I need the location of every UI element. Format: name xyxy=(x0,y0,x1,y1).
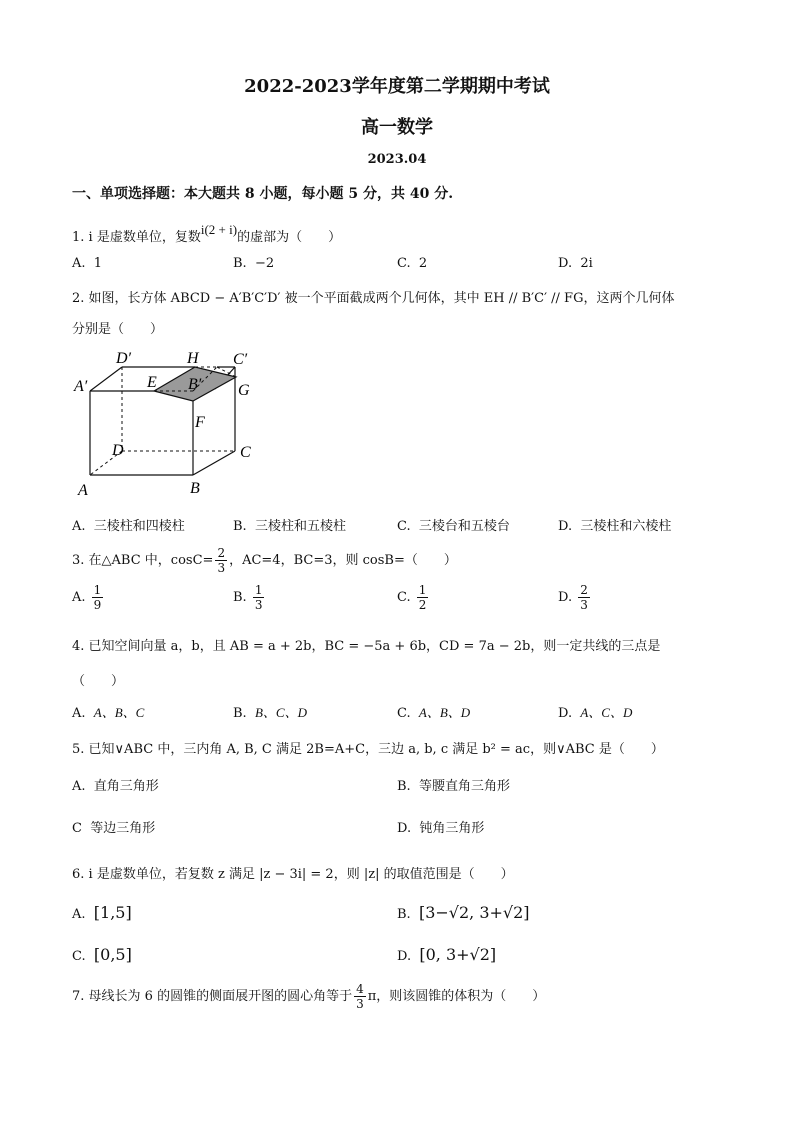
option-b: B. 三棱柱和五棱柱 xyxy=(233,519,346,534)
option-a: A. 三棱柱和四棱柱 xyxy=(72,519,185,534)
label-f: F xyxy=(195,414,205,431)
option-a: A. 直角三角形 xyxy=(72,779,159,794)
option-b: B. $\frac{1}{3}$ xyxy=(233,583,263,612)
option-c: C 等边三角形 xyxy=(72,821,156,836)
option-d: D. A、C、D xyxy=(558,705,633,721)
exam-date: 2023.04 xyxy=(367,152,427,167)
option-b: B. [3−√2, 3+√2] xyxy=(397,903,530,922)
label-g: G xyxy=(238,382,250,399)
question-4-line2: （ ） xyxy=(72,674,125,689)
section-heading: 一、单项选择题：本大题共 8 小题，每小题 5 分，共 40 分. xyxy=(72,186,454,202)
option-c: C. 三棱台和五棱台 xyxy=(397,519,510,534)
label-c: C xyxy=(240,444,251,461)
option-a: A. $\frac{1}{9}$ xyxy=(72,583,102,612)
option-b: B. −2 xyxy=(233,256,275,271)
option-a: A. [1,5] xyxy=(72,903,132,922)
question-number: 1. xyxy=(72,230,85,245)
exam-title: 2022-2023学年度第二学期期中考试 xyxy=(244,76,550,97)
option-d: D. $\frac{2}{3}$ xyxy=(558,583,588,612)
question-4: 4. 已知空间向量 a，b，且 AB = a + 2b，BC = −5a + 6b，CD = 7a − 2b，则一定共线的三点是 xyxy=(72,639,661,654)
option-b: B. 等腰直角三角形 xyxy=(397,779,510,794)
label-b: B xyxy=(190,480,200,497)
option-d: D. 钝角三角形 xyxy=(397,821,485,836)
option-b: B. B、C、D xyxy=(233,705,307,721)
question-3: 3. 在△ABC 中，cosC= $\frac{2}{3}$ ，AC=4，BC=3，则 cosB=（ ） xyxy=(72,546,457,575)
complex-expression: i(2 + i) xyxy=(200,222,238,237)
option-c: C. A、B、D xyxy=(397,705,471,721)
label-e: E xyxy=(147,374,157,391)
label-h: H xyxy=(187,350,199,367)
label-c-prime: C′ xyxy=(233,351,248,368)
cuboid-figure xyxy=(70,345,270,505)
label-d: D xyxy=(112,442,124,459)
question-stem: 如图，长方体 ABCD − A′B′C′D′ 被一个平面截成两个几何体，其中 EH // B′C′ // FG，这两个几何体 xyxy=(88,291,675,306)
question-2: 2. 如图，长方体 ABCD − A′B′C′D′ 被一个平面截成两个几何体，其中 EH // B′C′ // FG，这两个几何体 xyxy=(72,291,675,306)
option-d: D. [0, 3+√2] xyxy=(397,945,497,964)
question-1 xyxy=(72,222,342,245)
question-6: 6. i 是虚数单位，若复数 z 满足 |z − 3i| = 2，则 |z| 的取值范围是（ ） xyxy=(72,867,514,882)
label-d-prime: D′ xyxy=(116,350,132,367)
option-a: A. A、B、C xyxy=(72,705,145,721)
option-d: D. 三棱柱和六棱柱 xyxy=(558,519,672,534)
exam-subject: 高一数学 xyxy=(361,117,433,138)
question-5: 5. 已知∨ABC 中，三内角 A, B, C 满足 2B=A+C，三边 a, b, c 满足 b² = ac，则∨ABC 是（ ） xyxy=(72,742,664,757)
option-c: C. [0,5] xyxy=(72,945,132,964)
option-c: C. $\frac{1}{2}$ xyxy=(397,583,427,612)
label-b-prime: B′ xyxy=(188,376,202,393)
question-2-line2: 分别是（ ） xyxy=(72,322,164,337)
option-a: A. 1 xyxy=(72,256,103,271)
question-7: 7. 母线长为 6 的圆锥的侧面展开图的圆心角等于 $\frac{4}{3}$ π，则该圆锥的体积为（ ） xyxy=(72,982,546,1011)
question-stem: 的虚部为（ ） xyxy=(237,230,342,245)
label-a: A xyxy=(78,482,88,499)
option-d: D. 2i xyxy=(558,256,593,271)
label-a-prime: A′ xyxy=(74,378,88,395)
question-stem: i 是虚数单位，复数 xyxy=(88,230,201,245)
option-c: C. 2 xyxy=(397,256,428,271)
